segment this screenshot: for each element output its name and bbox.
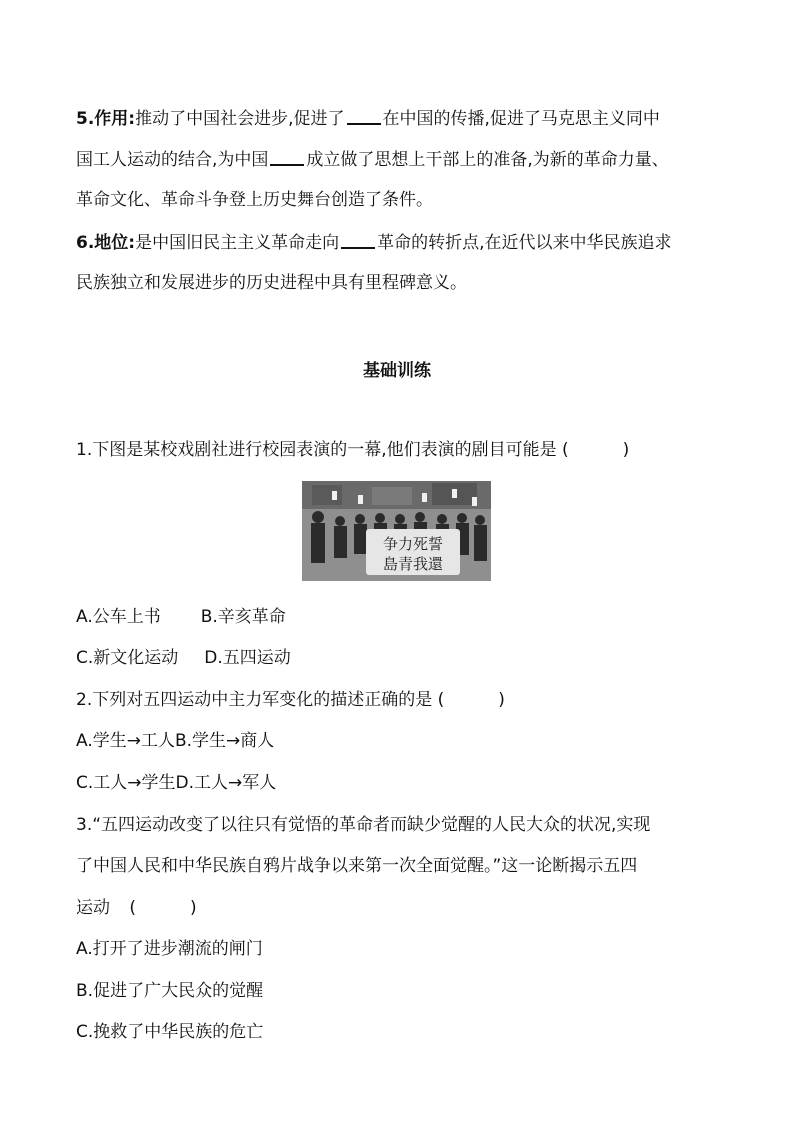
q1-option-d: D.五四运动	[204, 648, 291, 668]
item5-line1	[76, 107, 660, 130]
item5-text-2b: 成立做了思想上干部上的准备,为新的革命力量、	[306, 150, 669, 170]
item5-text-1b: 在中国的传播,促进了马克思主义同中	[382, 109, 660, 129]
item5-line2	[76, 148, 669, 171]
photo-illustration	[302, 481, 491, 581]
item5-text-2a: 国工人运动的结合,为中国	[76, 150, 269, 170]
q1-paren-close: )	[622, 440, 630, 460]
q3-paren-close: )	[190, 898, 197, 918]
q3-option-a: A.打开了进步潮流的闸门	[76, 939, 263, 959]
q3-paren-open: (	[129, 898, 137, 918]
q2-stem-text: 2.下列对五四运动中主力军变化的描述正确的是	[76, 690, 433, 710]
item6-label: 6.地位:	[76, 233, 136, 253]
q1-option-b: B.辛亥革命	[200, 607, 286, 627]
section-title: 基础训练	[363, 361, 431, 381]
q3-line3	[76, 897, 197, 919]
item5-line3: 革命文化、革命斗争登上历史舞台创造了条件。	[76, 190, 433, 210]
q1-options-row2	[76, 647, 291, 669]
q1-option-c: C.新文化运动	[76, 648, 179, 668]
item5-label: 5.作用:	[76, 109, 136, 129]
q2-paren-close: )	[498, 690, 505, 710]
q2-options-cd: C.工人→学生D.工人→军人	[76, 773, 277, 793]
q3-line3-text: 运动	[76, 898, 110, 918]
q1-option-a: A.公车上书	[76, 607, 161, 627]
fill-blank	[347, 107, 381, 125]
fill-blank	[270, 148, 304, 166]
item6-text-1a: 是中国旧民主主义革命走向	[135, 233, 340, 253]
q2-stem	[76, 689, 505, 711]
item5-text-1a: 推动了中国社会进步,促进了	[135, 109, 345, 129]
q1-stem	[76, 439, 629, 461]
banner-text-top: 争力死誓	[382, 535, 444, 553]
q3-line1: 3.“五四运动改变了以往只有觉悟的革命者而缺少觉醒的人民大众的状况,实现	[76, 815, 651, 835]
q2-options-ab: A.学生→工人B.学生→商人	[76, 731, 275, 751]
item6-text-1b: 革命的转折点,在近代以来中华民族追求	[377, 233, 672, 253]
q3-option-c: C.挽救了中华民族的危亡	[76, 1022, 264, 1042]
q1-stem-text: 1.下图是某校戏剧社进行校园表演的一幕,他们表演的剧目可能是	[76, 440, 557, 460]
q1-paren-open: (	[562, 440, 569, 460]
item6-line1	[76, 231, 672, 254]
item6-line2: 民族独立和发展进步的历史进程中具有里程碑意义。	[76, 273, 467, 293]
banner-text-bottom: 島青我還	[382, 555, 444, 573]
q1-options-row1	[76, 606, 286, 628]
q2-paren-open: (	[437, 690, 445, 710]
q3-line2: 了中国人民和中华民族自鸦片战争以来第一次全面觉醒。”这一论断揭示五四	[76, 856, 638, 876]
performance-photo	[302, 481, 491, 581]
q3-option-b: B.促进了广大民众的觉醒	[76, 981, 264, 1001]
fill-blank	[341, 231, 375, 249]
